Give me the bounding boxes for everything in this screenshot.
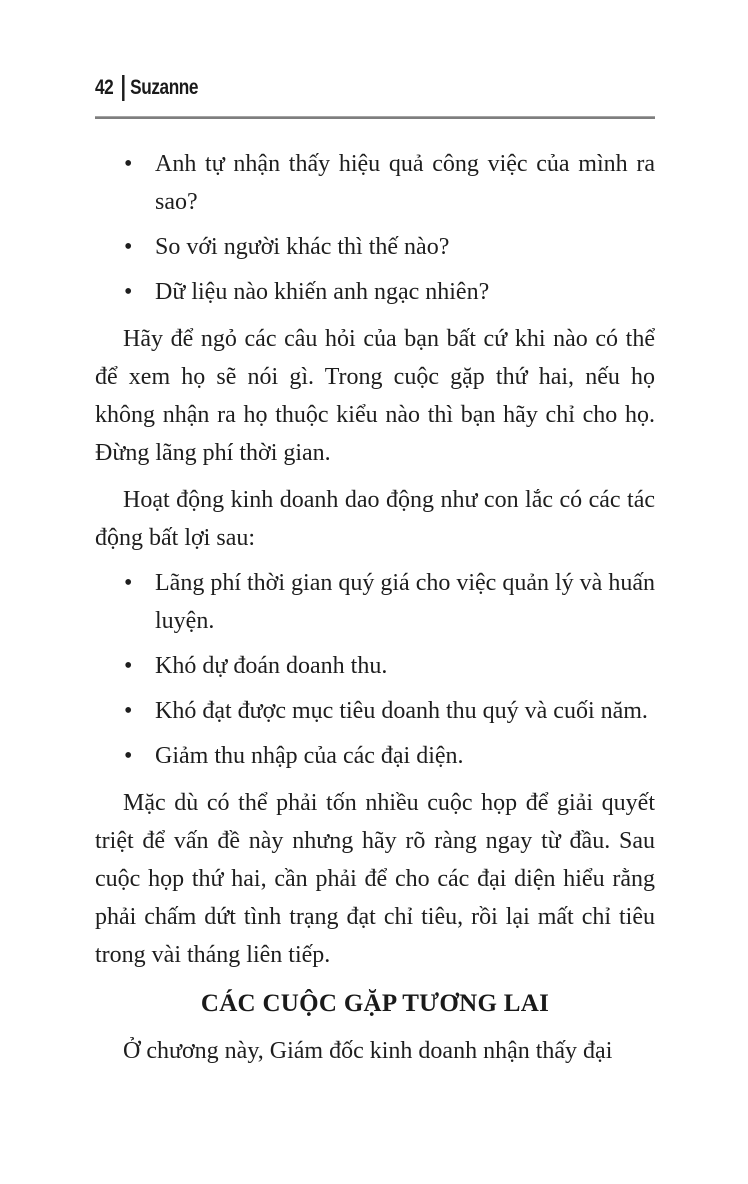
paragraph: Ở chương này, Giám đốc kinh doanh nhận thấy đại bbox=[123, 1038, 613, 1064]
page-content bbox=[95, 0, 655, 1070]
body-text bbox=[95, 145, 655, 1070]
page-number: 42 bbox=[95, 76, 114, 99]
header-double-rule bbox=[95, 116, 655, 119]
question-bullet-list bbox=[95, 145, 655, 311]
list-item: • Khó đạt được mục tiêu doanh thu quý và cuối năm. bbox=[95, 692, 655, 730]
paragraph: Mặc dù có thể phải tốn nhiều cuộc họp để giải quyết triệt để vấn đề này nhưng hãy rõ ràng ngay từ đầu. Sau cuộc họp thứ hai, cần phải để cho các đại diện hiểu rằng phải chấm dứt tình trạng đạt chỉ tiêu, rồi lại mất chỉ tiêu trong vài tháng liên tiếp. bbox=[95, 790, 655, 968]
running-title: Suzanne bbox=[130, 76, 199, 99]
list-item: • Anh tự nhận thấy hiệu quả công việc của mình ra sao? bbox=[95, 145, 655, 221]
list-item: • Lãng phí thời gian quý giá cho việc quản lý và huấn luyện. bbox=[95, 564, 655, 640]
list-item: • Dữ liệu nào khiến anh ngạc nhiên? bbox=[95, 273, 655, 311]
list-item: • Giảm thu nhập của các đại diện. bbox=[95, 737, 655, 775]
paragraph: Hãy để ngỏ các câu hỏi của bạn bất cứ khi nào có thể để xem họ sẽ nói gì. Trong cuộc gặp thứ hai, nếu họ không nhận ra họ thuộc kiểu nào thì bạn hãy chỉ cho họ. Đừng lãng phí thời gian. bbox=[95, 326, 655, 466]
running-header bbox=[95, 76, 554, 100]
drawback-bullet-list bbox=[95, 564, 655, 775]
section-heading: CÁC CUỘC GẶP TƯƠNG LAI bbox=[200, 990, 550, 1017]
paragraph: Hoạt động kinh doanh dao động như con lắc có các tác động bất lợi sau: bbox=[95, 487, 655, 551]
list-item: • So với người khác thì thế nào? bbox=[95, 228, 655, 266]
header-divider-bar bbox=[122, 75, 124, 101]
list-item: • Khó dự đoán doanh thu. bbox=[95, 647, 655, 685]
